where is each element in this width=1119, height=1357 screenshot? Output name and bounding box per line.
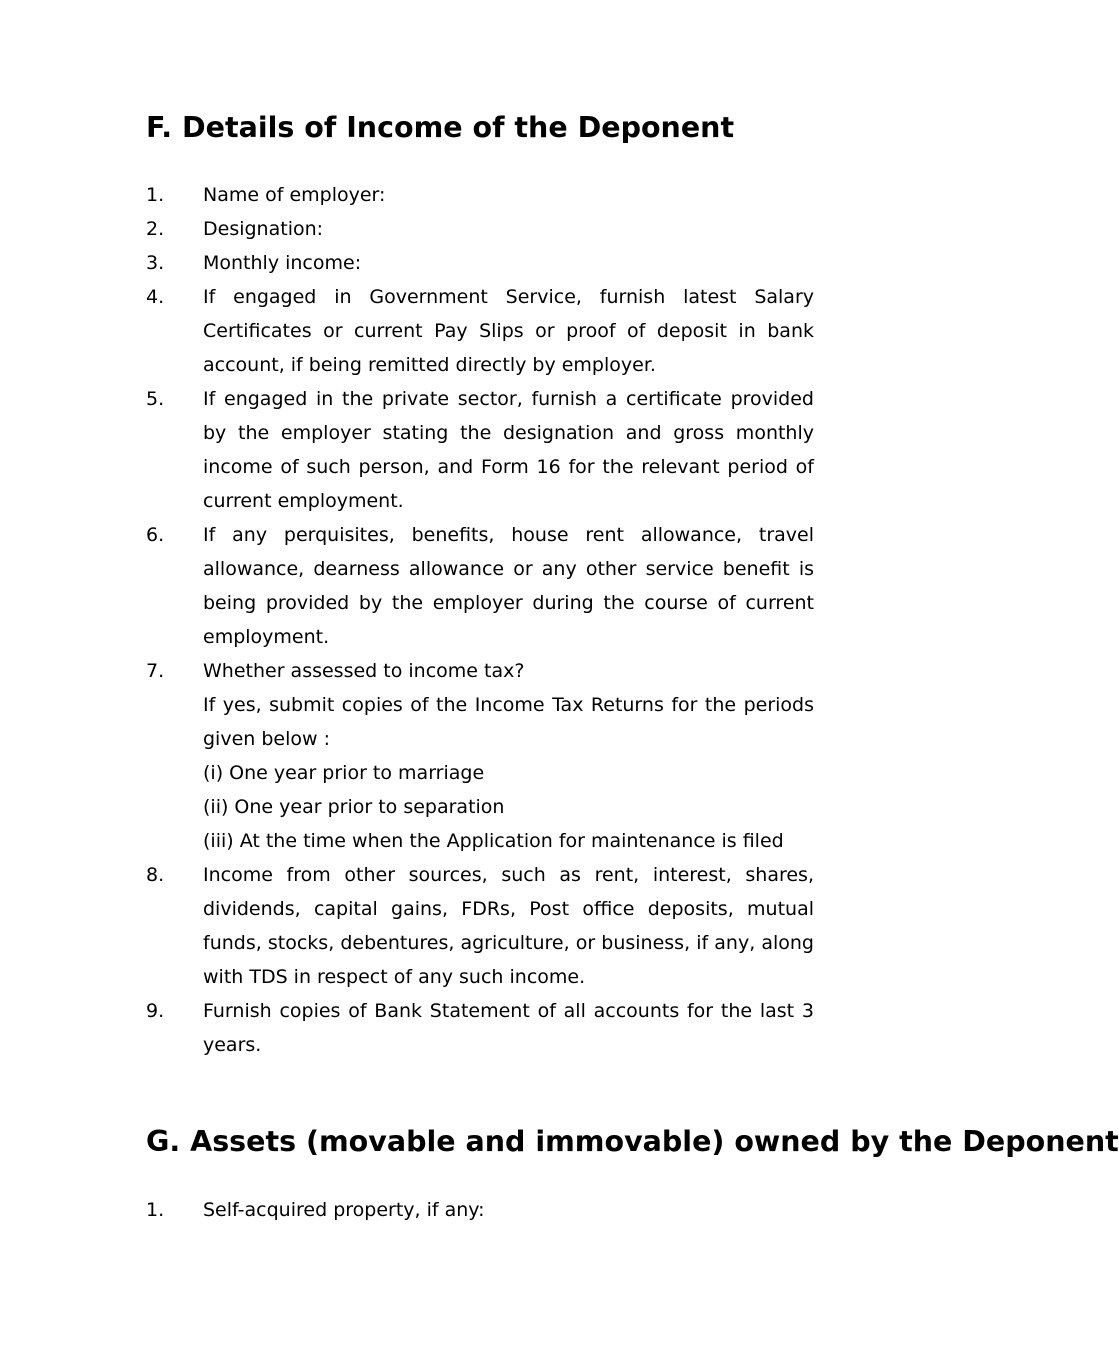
item-number: 1. bbox=[146, 1199, 165, 1221]
item-text: If engaged in Government Service, furnish latest Salary Certificates or current Pay Slips or proof of deposit in bank account, if being remitted directly by employer. bbox=[203, 286, 814, 376]
item-text-continuation: If yes, submit copies of the Income Tax Returns for the periods given below : bbox=[203, 694, 814, 750]
list-item bbox=[146, 246, 814, 280]
item-number: 8. bbox=[146, 864, 165, 886]
list-item bbox=[146, 382, 814, 518]
list-item bbox=[146, 280, 814, 382]
item-text: If engaged in the private sector, furnish a certificate provided by the employer stating the designation and gross monthly income of such person, and Form 16 for the relevant period of current employment. bbox=[203, 388, 814, 512]
list-item bbox=[146, 518, 814, 654]
list-item bbox=[146, 994, 814, 1062]
section-g-heading: G. Assets (movable and immovable) owned by the Deponent bbox=[146, 1125, 1119, 1158]
item-text: Designation: bbox=[203, 218, 324, 240]
item-text: If any perquisites, benefits, house rent allowance, travel allowance, dearness allowance or any other service benefit is being provided by the employer during the course of current employment. bbox=[203, 524, 814, 648]
list-item bbox=[146, 654, 814, 858]
list-item bbox=[146, 178, 814, 212]
item-text: Monthly income: bbox=[203, 252, 362, 274]
sub-item: (i) One year prior to marriage bbox=[203, 762, 485, 784]
list-item bbox=[146, 1193, 814, 1227]
sub-item: (iii) At the time when the Application for maintenance is filed bbox=[203, 830, 784, 852]
item-text: Name of employer: bbox=[203, 184, 386, 206]
item-number: 4. bbox=[146, 286, 165, 308]
item-text: Income from other sources, such as rent, interest, shares, dividends, capital gains, FDRs, Post office deposits, mutual funds, stocks, debentures, agriculture, or business, if any, along with TDS in respect of any such income. bbox=[203, 864, 814, 988]
item-number: 2. bbox=[146, 218, 165, 240]
item-number: 3. bbox=[146, 252, 165, 274]
item-number: 9. bbox=[146, 1000, 165, 1022]
section-f-heading: F. Details of Income of the Deponent bbox=[146, 111, 735, 144]
list-item bbox=[146, 212, 814, 246]
item-number: 5. bbox=[146, 388, 165, 410]
item-text: Whether assessed to income tax? bbox=[203, 660, 525, 682]
list-item bbox=[146, 858, 814, 994]
sub-item: (ii) One year prior to separation bbox=[203, 796, 505, 818]
section-g-list bbox=[146, 1193, 814, 1227]
item-text: Self-acquired property, if any: bbox=[203, 1199, 485, 1221]
item-number: 6. bbox=[146, 524, 165, 546]
item-number: 7. bbox=[146, 660, 165, 682]
item-text: Furnish copies of Bank Statement of all accounts for the last 3 years. bbox=[203, 1000, 814, 1056]
section-f-list bbox=[146, 178, 814, 1062]
item-number: 1. bbox=[146, 184, 165, 206]
